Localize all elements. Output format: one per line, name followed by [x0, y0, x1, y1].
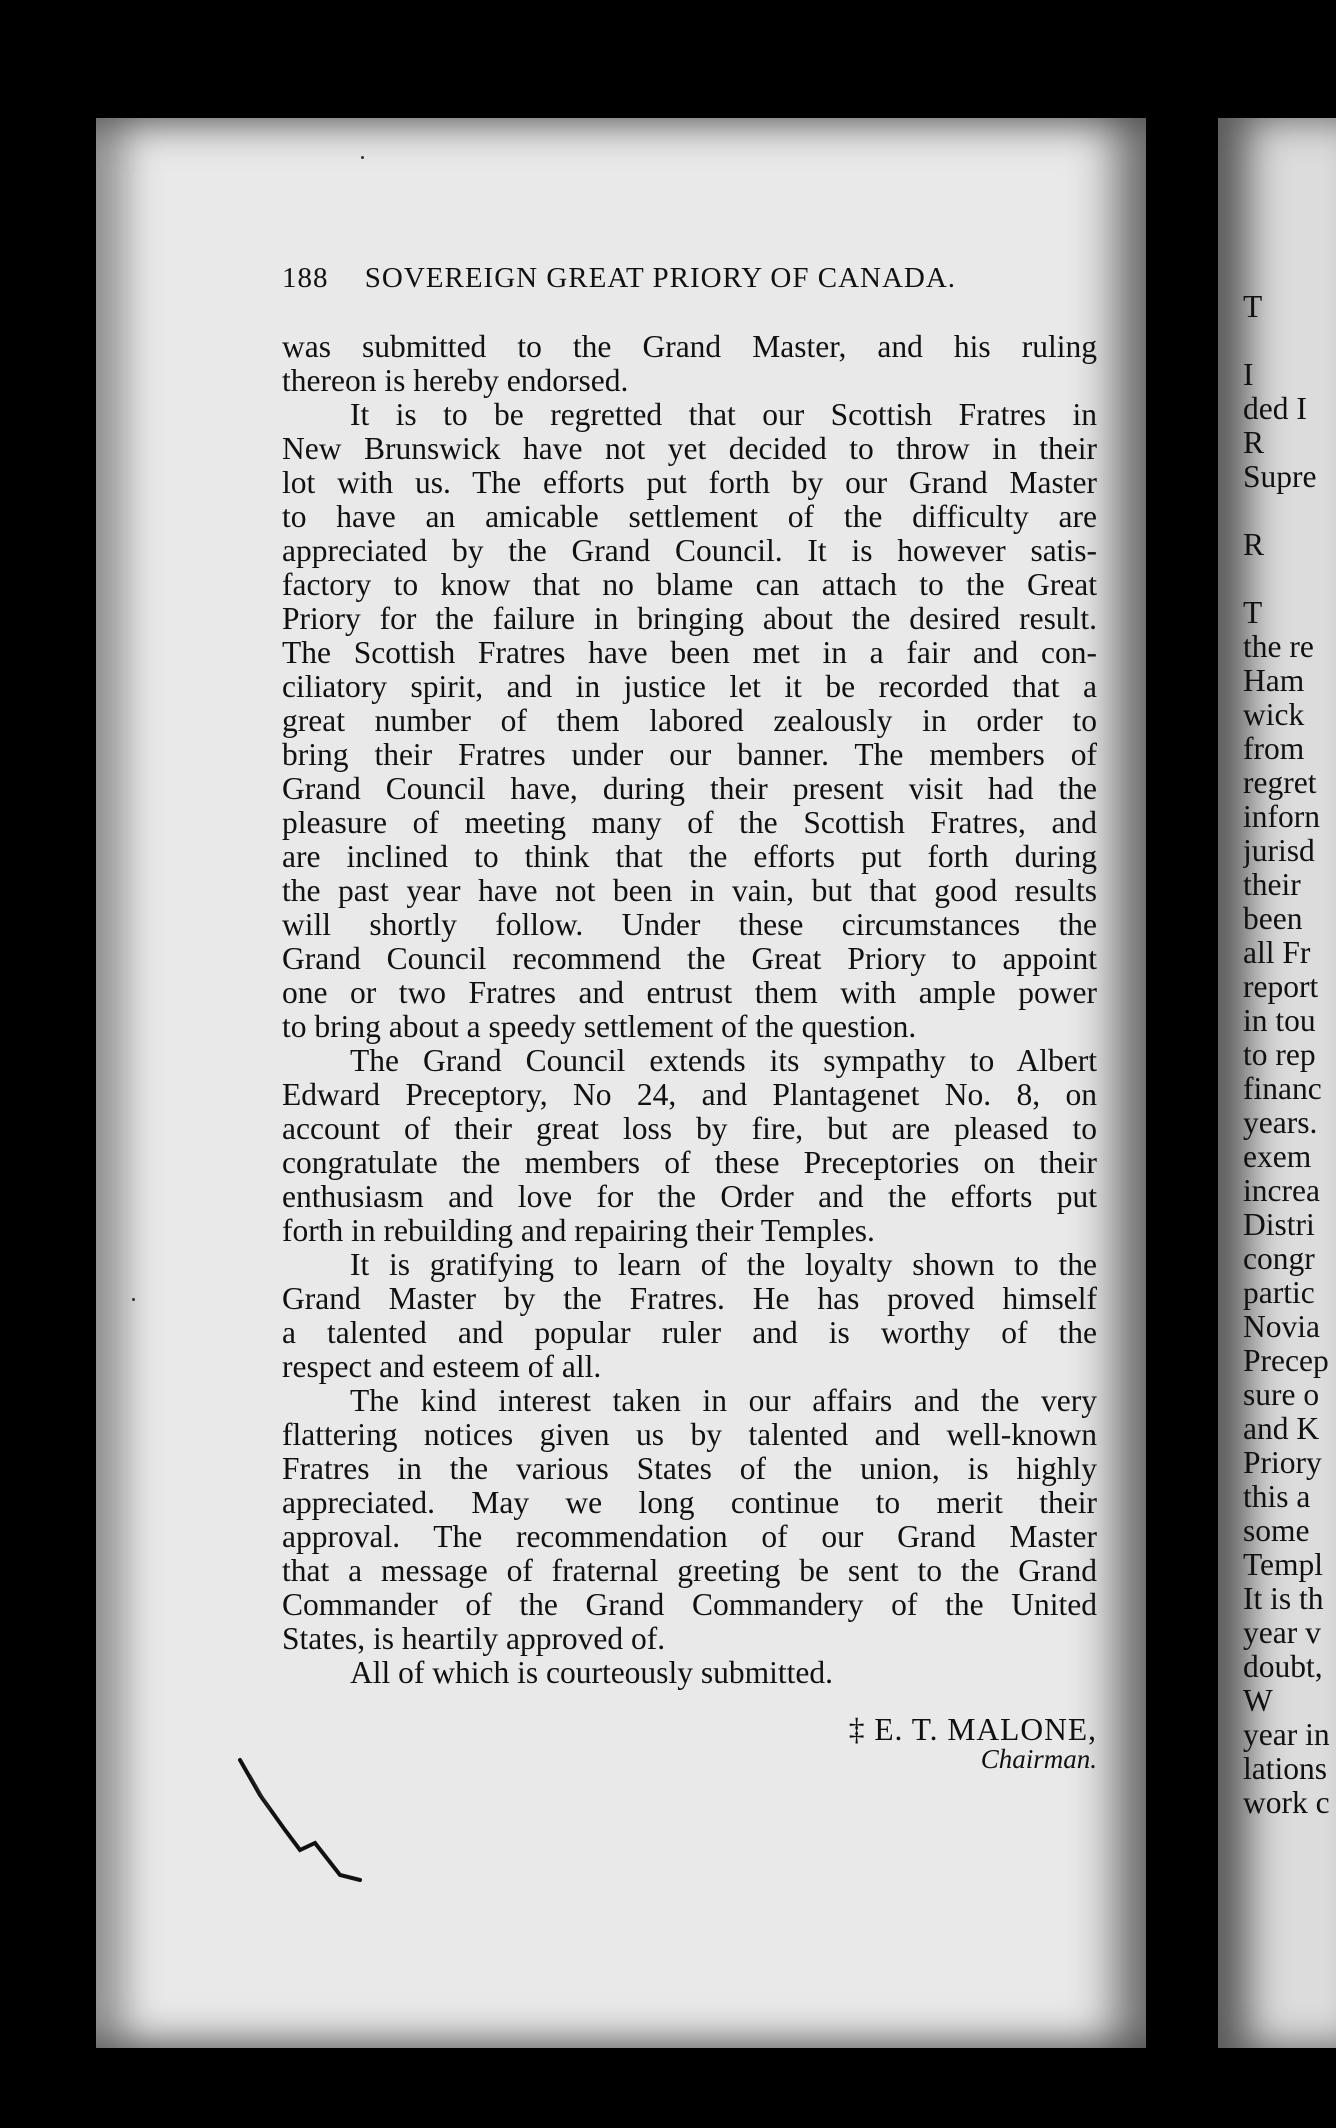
text-line: The Grand Council extends its sympathy to Albert: [350, 1043, 1097, 1078]
facing-page-line: exem: [1243, 1140, 1312, 1174]
text-line: Priory for the failure in bringing about the desired result.: [282, 601, 1097, 636]
text-line: approval. The recommendation of our Grand Master: [282, 1519, 1097, 1554]
facing-page-line: their: [1243, 868, 1301, 902]
facing-page-line: T: [1243, 290, 1263, 324]
facing-page-line: regret: [1243, 766, 1317, 800]
facing-page-line: year in: [1243, 1718, 1330, 1752]
facing-page-line: Supre: [1243, 460, 1317, 494]
text-line: New Brunswick have not yet decided to throw in their: [282, 431, 1097, 466]
facing-page-line: T: [1243, 596, 1263, 630]
text-line: States, is heartily approved of.: [282, 1621, 666, 1656]
facing-page-line: from: [1243, 732, 1305, 766]
facing-page-line: partic: [1243, 1276, 1315, 1310]
text-line: It is gratifying to learn of the loyalty shown to the: [350, 1247, 1097, 1282]
text-line: factory to know that no blame can attach to the Great: [282, 567, 1097, 602]
text-line: was submitted to the Grand Master, and his ruling: [282, 329, 1097, 364]
text-line: Grand Council recommend the Great Priory to appoint: [282, 941, 1097, 976]
text-line: a talented and popular ruler and is worthy of the: [282, 1315, 1097, 1350]
signature-name: ‡ E. T. MALONE,: [848, 1712, 1097, 1747]
facing-page-line: jurisd: [1243, 834, 1315, 868]
text-line: account of their great loss by fire, but are pleased to: [282, 1111, 1097, 1146]
text-line: Fratres in the various States of the union, is highly: [282, 1451, 1097, 1486]
text-line: ciliatory spirit, and in justice let it be recorded that a: [282, 669, 1097, 704]
text-line: Grand Master by the Fratres. He has proved himself: [282, 1281, 1097, 1316]
text-line: The Scottish Fratres have been met in a fair and con-: [282, 635, 1097, 670]
facing-page-line: Novia: [1243, 1310, 1320, 1344]
text-line: It is to be regretted that our Scottish Fratres in: [350, 397, 1097, 432]
facing-page-line: the re: [1243, 630, 1314, 664]
facing-page-line: sure o: [1243, 1378, 1320, 1412]
text-line: enthusiasm and love for the Order and the efforts put: [282, 1179, 1097, 1214]
facing-page-line: lations: [1243, 1752, 1327, 1786]
paper-speck: [361, 156, 364, 159]
text-line: thereon is hereby endorsed.: [282, 363, 629, 398]
facing-page-line: increa: [1243, 1174, 1320, 1208]
facing-page-line: work c: [1243, 1786, 1330, 1820]
facing-page-line: in tou: [1243, 1004, 1316, 1038]
text-line: lot with us. The efforts put forth by our Grand Master: [282, 465, 1097, 500]
facing-page-line: Templ: [1243, 1548, 1324, 1582]
running-head: [282, 262, 1102, 302]
facing-page-line: report: [1243, 970, 1319, 1004]
facing-page-line: this a: [1243, 1480, 1311, 1514]
text-line: to have an amicable settlement of the difficulty are: [282, 499, 1097, 534]
facing-page-line: year v: [1243, 1616, 1321, 1650]
page-number: 188: [282, 262, 329, 294]
facing-page-line: and K: [1243, 1412, 1320, 1446]
facing-page-line: doubt,: [1243, 1650, 1323, 1684]
facing-page-line: financ: [1243, 1072, 1322, 1106]
text-line: flattering notices given us by talented and well-known: [282, 1417, 1097, 1452]
text-line: Commander of the Grand Commandery of the United: [282, 1587, 1097, 1622]
text-line: the past year have not been in vain, but that good results: [282, 873, 1097, 908]
text-line: to bring about a speedy settlement of the question.: [282, 1009, 917, 1044]
facing-page-line: R: [1243, 426, 1265, 460]
facing-page-line: [1243, 562, 1336, 596]
text-line: forth in rebuilding and repairing their Temples.: [282, 1213, 875, 1248]
text-line: All of which is courteously submitted.: [350, 1655, 833, 1690]
facing-page-line: been: [1243, 902, 1303, 936]
running-title: SOVEREIGN GREAT PRIORY OF CANADA.: [364, 262, 957, 294]
text-line: bring their Fratres under our banner. The members of: [282, 737, 1097, 772]
facing-page-text: [1243, 290, 1336, 1820]
text-line: great number of them labored zealously in order to: [282, 703, 1097, 738]
facing-page-line: R: [1243, 528, 1265, 562]
facing-page-line: Priory: [1243, 1446, 1322, 1480]
text-line: Edward Preceptory, No 24, and Plantagenet No. 8, on: [282, 1077, 1097, 1112]
facing-page-line: Ham: [1243, 664, 1305, 698]
facing-page-line: [1243, 494, 1336, 528]
body-text: [282, 330, 1097, 1690]
paper-speck: [132, 1298, 135, 1301]
page-gutter: [1146, 0, 1218, 2128]
facing-page-line: to rep: [1243, 1038, 1316, 1072]
facing-page-line: congr: [1243, 1242, 1315, 1276]
facing-page-line: [1243, 324, 1336, 358]
text-line: congratulate the members of these Preceptories on their: [282, 1145, 1097, 1180]
facing-page-line: all Fr: [1243, 936, 1311, 970]
text-line: Grand Council have, during their present visit had the: [282, 771, 1097, 806]
text-line: respect and esteem of all.: [282, 1349, 602, 1384]
facing-page-line: I: [1243, 358, 1254, 392]
facing-page-line: W: [1243, 1684, 1273, 1718]
text-line: appreciated. May we long continue to merit their: [282, 1485, 1097, 1520]
facing-page-line: wick: [1243, 698, 1305, 732]
facing-page-line: Distri: [1243, 1208, 1315, 1242]
facing-page-line: Precep: [1243, 1344, 1329, 1378]
facing-page-line: inforn: [1243, 800, 1320, 834]
facing-page-line: ded I: [1243, 392, 1307, 426]
text-line: that a message of fraternal greeting be sent to the Grand: [282, 1553, 1097, 1588]
facing-page-line: some: [1243, 1514, 1310, 1548]
facing-page-line: It is th: [1243, 1582, 1324, 1616]
signature-title: Chairman.: [980, 1744, 1097, 1774]
pen-stroke-mark: [230, 1755, 370, 1885]
text-line: will shortly follow. Under these circumstances the: [282, 907, 1097, 942]
text-line: are inclined to think that the efforts put forth during: [282, 839, 1097, 874]
text-line: one or two Fratres and entrust them with ample power: [282, 975, 1097, 1010]
text-line: The kind interest taken in our affairs and the very: [350, 1383, 1097, 1418]
facing-page-line: years.: [1243, 1106, 1318, 1140]
text-line: pleasure of meeting many of the Scottish Fratres, and: [282, 805, 1097, 840]
text-line: appreciated by the Grand Council. It is however satis-: [282, 533, 1097, 568]
